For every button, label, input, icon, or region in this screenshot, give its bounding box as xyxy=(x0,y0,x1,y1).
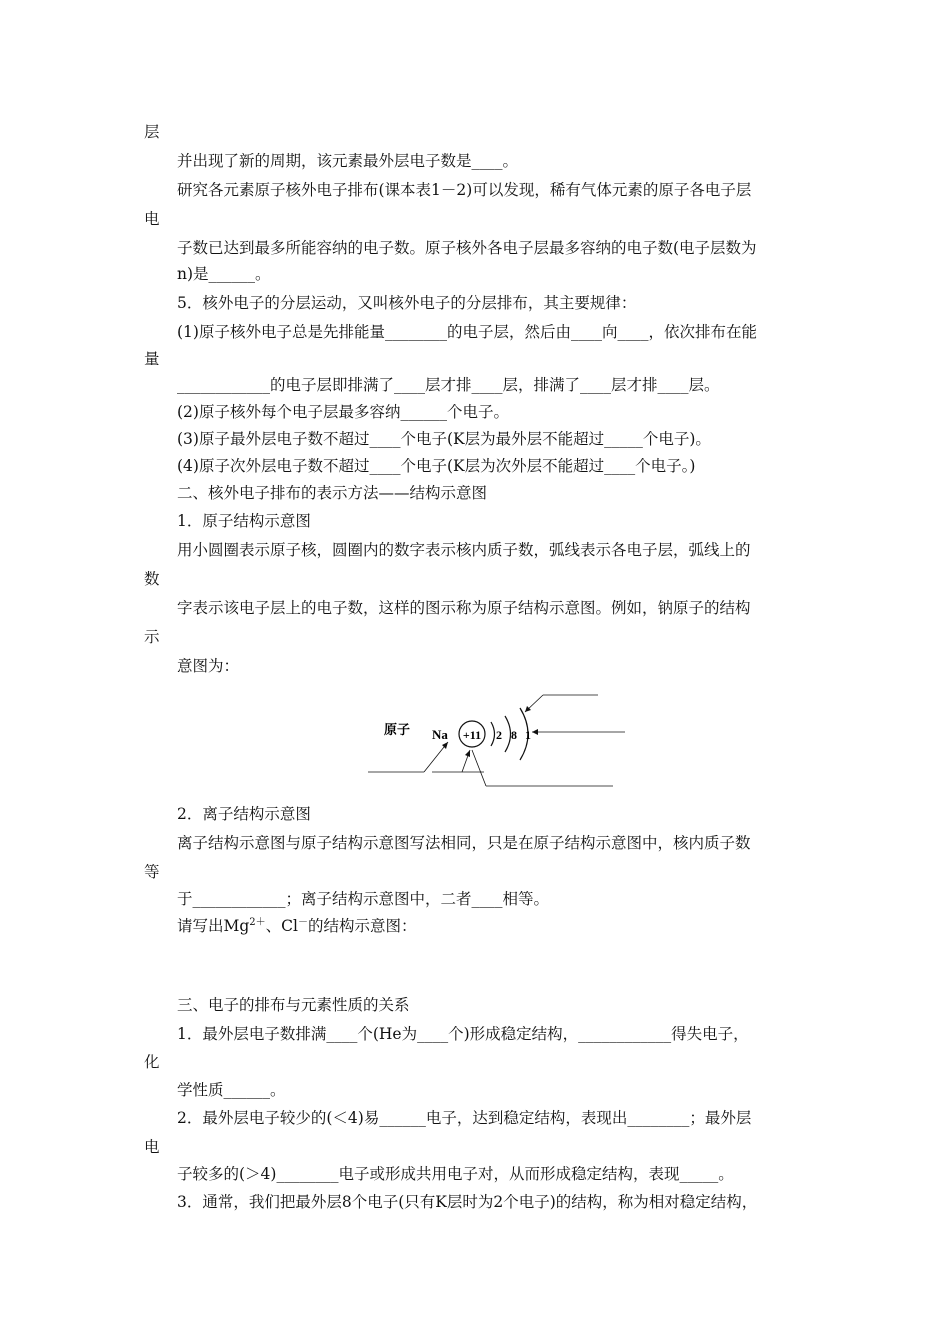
sodium-atom-structure-diagram xyxy=(360,682,640,792)
text-line: (4)原子次外层电子数不超过____个电子(K层为次外层不能超过____个电子。) xyxy=(177,457,696,475)
text-line: 3．通常，我们把最外层8个电子(只有K层时为2个电子)的结构，称为相对稳定结构， xyxy=(177,1193,758,1211)
shell-arc-1 xyxy=(491,722,495,746)
text-line: 学性质______。 xyxy=(177,1081,286,1099)
nucleus-charge: +11 xyxy=(462,728,482,742)
shell-arc-2 xyxy=(505,716,511,752)
text-line: (3)原子最外层电子数不超过____个电子(K层为最外层不能超过_____个电子)。 xyxy=(177,430,711,448)
shell-electron-count: 2 xyxy=(496,728,502,742)
diagram-label-atom: 原子 xyxy=(384,722,411,737)
text-line: 请写出$Mg^{2+}$、Cl－的结构示意图： xyxy=(177,916,417,935)
text-line: n)是______。 xyxy=(177,265,271,283)
text-line: 意图为： xyxy=(177,657,240,675)
arrow-head xyxy=(465,750,470,757)
text-line: 于____________；离子结构示意图中，二者____相等。 xyxy=(177,890,550,908)
text-line: 研究各元素原子核外电子排布(课本表1－2)可以发现，稀有气体元素的原子各电子层 xyxy=(177,181,752,199)
text-line: 量 xyxy=(144,350,160,368)
text-line: 5．核外电子的分层运动，又叫核外电子的分层排布，其主要规律： xyxy=(177,294,637,312)
subheading: 2．离子结构示意图 xyxy=(177,805,311,823)
text-line: 2．最外层电子较少的(＜4)易______电子，达到稳定结构，表现出________；最外层 xyxy=(177,1109,752,1127)
section-heading: 二、核外电子排布的表示方法——结构示意图 xyxy=(177,484,488,502)
text-line: 子数已达到最多所能容纳的电子数。原子核外各电子层最多容纳的电子数(电子层数为 xyxy=(177,239,757,257)
text-line: (1)原子核外电子总是先排能量________的电子层，然后由____向____，依次排布在能 xyxy=(177,323,757,341)
text-line: 数 xyxy=(144,570,160,588)
text-line: 字表示该电子层上的电子数，这样的图示称为原子结构示意图。例如，钠原子的结构 xyxy=(177,599,751,617)
text-line: 电 xyxy=(144,210,160,228)
text-line: (2)原子核外每个电子层最多容纳______个电子。 xyxy=(177,403,509,421)
text-line: 电 xyxy=(144,1138,160,1156)
section-heading: 三、电子的排布与元素性质的关系 xyxy=(177,996,410,1014)
text-line: 等 xyxy=(144,863,160,881)
text-line: 层 xyxy=(144,123,160,141)
diagram-label-symbol: Na xyxy=(432,727,448,742)
shell-electron-count: 1 xyxy=(525,728,531,742)
shell-electron-count: 8 xyxy=(511,728,517,742)
pointer-arrow xyxy=(472,750,486,786)
text-line: 并出现了新的周期，该元素最外层电子数是____。 xyxy=(177,152,519,170)
text-line: 用小圆圈表示原子核，圆圈内的数字表示核内质子数，弧线表示各电子层，弧线上的 xyxy=(177,541,751,559)
arrow-head xyxy=(532,729,538,735)
text-line: 1．最外层电子数排满____个(He为____个)形成稳定结构，____________得失电子， xyxy=(177,1025,749,1043)
text-line: 示 xyxy=(144,628,160,646)
text-line: ____________的电子层即排满了____层才排____层，排满了____层才排____层。 xyxy=(177,376,720,394)
text-line: 离子结构示意图与原子结构示意图写法相同，只是在原子结构示意图中，核内质子数 xyxy=(177,834,751,852)
text-line: 子较多的(＞4)________电子或形成共用电子对，从而形成稳定结构，表现_____。 xyxy=(177,1165,734,1183)
text-line: 化 xyxy=(144,1053,160,1071)
subheading: 1．原子结构示意图 xyxy=(177,512,311,530)
